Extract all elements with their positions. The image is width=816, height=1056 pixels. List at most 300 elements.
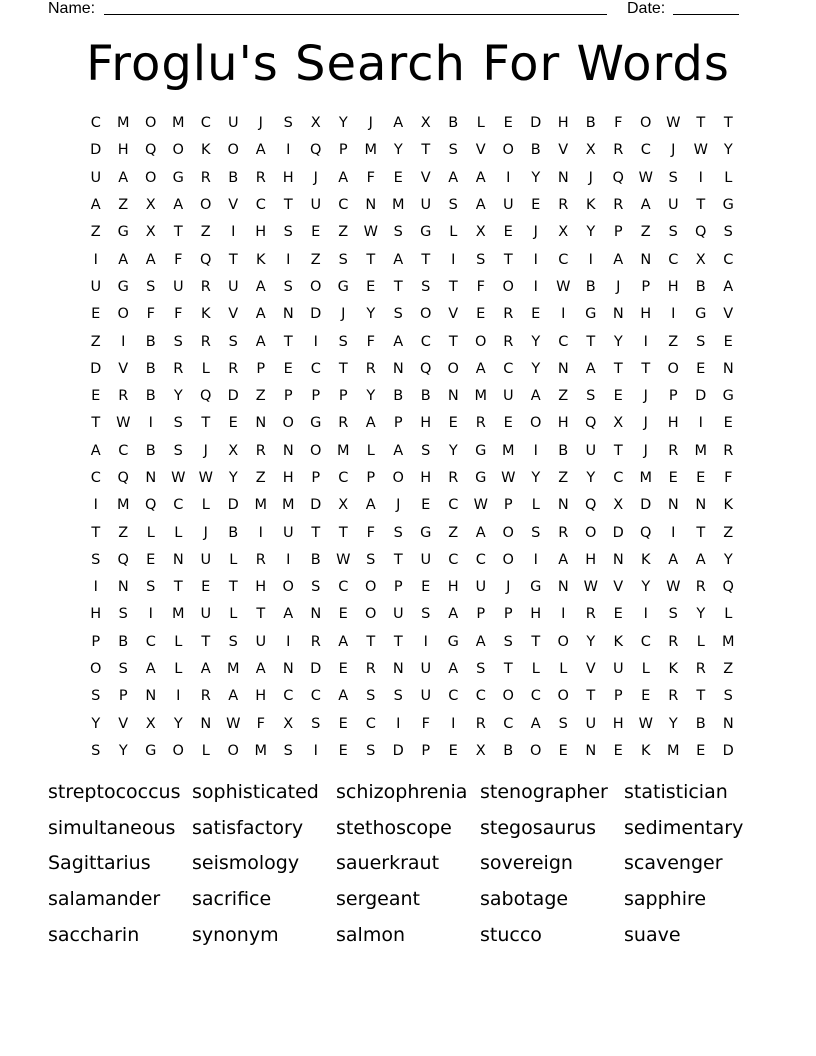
grid-letter: N xyxy=(365,197,377,214)
grid-letter: I xyxy=(231,224,236,241)
grid-letter: S xyxy=(558,715,568,732)
grid-letter: B xyxy=(228,169,239,186)
grid-letter: O xyxy=(392,470,404,486)
grid-letter: R xyxy=(668,633,679,650)
grid-letter: T xyxy=(613,442,623,459)
grid-letter: S xyxy=(91,742,101,759)
grid-letter: Z xyxy=(255,470,266,486)
grid-letter: Y xyxy=(668,715,678,732)
grid-letter: S xyxy=(366,551,376,568)
grid-letter: C xyxy=(475,688,486,705)
grid-letter: J xyxy=(643,415,648,432)
grid-letter: L xyxy=(146,524,155,541)
grid-letter: X xyxy=(145,197,156,214)
grid-letter: T xyxy=(393,278,403,295)
grid-letter: R xyxy=(200,278,211,295)
grid-letter: U xyxy=(282,524,294,541)
grid-letter: W xyxy=(226,715,241,732)
grid-letter: U xyxy=(585,715,597,732)
grid-letter: M xyxy=(336,442,350,459)
grid-letter: O xyxy=(310,442,322,459)
grid-letter: A xyxy=(200,661,211,678)
grid-letter: C xyxy=(530,688,541,705)
grid-letter: M xyxy=(474,388,487,405)
grid-letter: E xyxy=(91,306,101,323)
grid-letter: Q xyxy=(117,551,129,568)
grid-letter: W xyxy=(693,142,708,159)
word-list-item: stucco xyxy=(480,923,542,946)
grid-letter: R xyxy=(585,606,596,623)
grid-letter: T xyxy=(393,633,403,650)
grid-letter: P xyxy=(366,470,376,486)
grid-letter: F xyxy=(256,715,265,732)
grid-letter: A xyxy=(145,251,156,268)
grid-letter: S xyxy=(668,224,678,241)
grid-letter: R xyxy=(365,360,376,377)
grid-letter: M xyxy=(171,606,185,623)
grid-letter: C xyxy=(503,360,514,377)
grid-letter: E xyxy=(696,360,706,377)
grid-letter: F xyxy=(724,470,733,486)
grid-letter: X xyxy=(475,224,486,241)
grid-letter: R xyxy=(613,197,624,214)
grid-letter: A xyxy=(448,169,459,186)
grid-row xyxy=(82,356,742,383)
grid-letter: F xyxy=(366,169,375,186)
grid-letter: Q xyxy=(200,388,212,405)
grid-letter: T xyxy=(338,360,348,377)
grid-letter: N xyxy=(145,470,157,486)
grid-letter: P xyxy=(641,278,651,295)
grid-letter: T xyxy=(503,661,513,678)
word-list-item: stenographer xyxy=(480,781,608,803)
grid-letter: M xyxy=(501,442,515,459)
grid-letter: A xyxy=(530,388,541,405)
grid-letter: R xyxy=(503,306,514,323)
grid-letter: J xyxy=(643,388,648,405)
grid-letter: X xyxy=(585,142,596,159)
grid-letter: C xyxy=(90,115,101,132)
grid-letter: L xyxy=(449,224,458,241)
grid-letter: A xyxy=(613,251,624,268)
grid-letter: T xyxy=(696,115,706,132)
grid-row xyxy=(82,519,742,546)
grid-letter: H xyxy=(117,142,129,159)
grid-letter: E xyxy=(366,278,376,295)
grid-letter: G xyxy=(722,388,734,405)
grid-letter: U xyxy=(172,278,184,295)
grid-letter: K xyxy=(640,551,651,568)
grid-letter: J xyxy=(588,169,593,186)
grid-letter: D xyxy=(227,497,239,514)
grid-letter: J xyxy=(258,115,263,132)
grid-letter: M xyxy=(694,442,707,459)
grid-letter: C xyxy=(310,360,321,377)
grid-letter: Z xyxy=(558,388,569,405)
grid-letter: S xyxy=(91,551,101,568)
grid-letter: T xyxy=(366,251,376,268)
grid-letter: C xyxy=(310,688,321,705)
grid-letter: N xyxy=(200,715,212,732)
grid-letter: U xyxy=(90,169,102,186)
grid-letter: N xyxy=(310,606,322,623)
grid-letter: E xyxy=(201,579,211,596)
grid-row xyxy=(82,137,742,164)
grid-letter: A xyxy=(475,524,486,541)
grid-letter: O xyxy=(447,360,459,377)
grid-letter: T xyxy=(393,551,403,568)
grid-letter: H xyxy=(255,224,267,241)
grid-letter: A xyxy=(448,661,459,678)
grid-letter: G xyxy=(117,224,129,241)
grid-letter: Q xyxy=(145,142,157,159)
grid-letter: Y xyxy=(448,442,458,459)
grid-letter: T xyxy=(173,579,183,596)
grid-letter: E xyxy=(421,579,431,596)
grid-letter: Y xyxy=(91,715,101,732)
grid-letter: N xyxy=(695,497,707,514)
grid-letter: I xyxy=(533,442,538,459)
grid-letter: O xyxy=(90,661,102,678)
grid-letter: W xyxy=(666,579,681,596)
grid-letter: P xyxy=(476,606,486,623)
grid-letter: B xyxy=(145,360,156,377)
grid-letter: W xyxy=(501,470,516,486)
grid-letter: R xyxy=(558,197,569,214)
grid-letter: G xyxy=(585,306,597,323)
grid-letter: X xyxy=(695,251,706,268)
grid-letter: H xyxy=(585,551,597,568)
grid-letter: A xyxy=(255,142,266,159)
grid-letter: S xyxy=(146,278,156,295)
grid-letter: R xyxy=(475,715,486,732)
grid-letter: G xyxy=(172,169,184,186)
grid-letter: R xyxy=(365,661,376,678)
grid-row xyxy=(82,274,742,301)
word-list-item: sergeant xyxy=(336,888,420,911)
grid-letter: L xyxy=(559,661,568,678)
grid-letter: G xyxy=(145,742,157,759)
grid-letter: I xyxy=(286,251,291,268)
grid-letter: Y xyxy=(366,388,376,405)
grid-row xyxy=(82,711,742,738)
grid-letter: J xyxy=(643,442,648,459)
grid-letter: R xyxy=(723,442,734,459)
grid-letter: T xyxy=(421,142,431,159)
grid-letter: R xyxy=(695,579,706,596)
grid-letter: R xyxy=(118,388,129,405)
grid-letter: O xyxy=(310,278,322,295)
grid-row xyxy=(82,192,742,219)
grid-letter: B xyxy=(118,633,129,650)
grid-letter: A xyxy=(255,306,266,323)
grid-letter: I xyxy=(561,606,566,623)
grid-letter: S xyxy=(283,742,293,759)
grid-letter: J xyxy=(368,115,373,132)
grid-letter: O xyxy=(530,742,542,759)
grid-letter: G xyxy=(337,278,349,295)
grid-letter: C xyxy=(668,251,679,268)
grid-letter: O xyxy=(502,142,514,159)
grid-letter: E xyxy=(723,333,733,350)
grid-letter: A xyxy=(338,688,349,705)
grid-letter: D xyxy=(310,661,322,678)
grid-letter: Z xyxy=(558,470,569,486)
grid-letter: I xyxy=(671,306,676,323)
grid-letter: K xyxy=(255,251,266,268)
grid-letter: L xyxy=(201,497,210,514)
grid-letter: E xyxy=(393,169,403,186)
word-list-item: schizophrenia xyxy=(336,781,468,803)
grid-letter: E xyxy=(613,606,623,623)
grid-letter: Z xyxy=(640,224,651,241)
grid-letter: O xyxy=(145,115,157,132)
grid-letter: S xyxy=(668,606,678,623)
grid-row xyxy=(82,383,742,410)
word-list-item: sabotage xyxy=(480,888,569,911)
grid-letter: I xyxy=(258,524,263,541)
grid-letter: N xyxy=(722,360,734,377)
grid-letter: U xyxy=(200,606,212,623)
word-list-item: salamander xyxy=(48,888,161,911)
grid-letter: B xyxy=(585,278,596,295)
grid-letter: B xyxy=(695,278,706,295)
date-blank-line xyxy=(673,14,739,15)
grid-letter: S xyxy=(448,197,458,214)
grid-letter: Z xyxy=(723,661,734,678)
word-list-item: suave xyxy=(624,923,681,946)
grid-letter: I xyxy=(698,415,703,432)
word-list-item: saccharin xyxy=(48,923,140,946)
grid-row xyxy=(82,738,742,765)
word-list-item: synonym xyxy=(192,923,279,946)
grid-letter: L xyxy=(201,742,210,759)
grid-letter: G xyxy=(530,579,542,596)
grid-letter: E xyxy=(476,306,486,323)
grid-letter: C xyxy=(640,633,651,650)
grid-letter: R xyxy=(200,688,211,705)
grid-letter: S xyxy=(421,442,431,459)
grid-letter: A xyxy=(448,606,459,623)
grid-letter: I xyxy=(396,715,401,732)
grid-letter: B xyxy=(503,742,514,759)
grid-letter: V xyxy=(613,579,624,596)
grid-letter: S xyxy=(476,251,486,268)
grid-letter: O xyxy=(502,278,514,295)
grid-letter: A xyxy=(475,360,486,377)
grid-letter: Z xyxy=(90,333,101,350)
grid-letter: T xyxy=(338,524,348,541)
grid-letter: B xyxy=(145,442,156,459)
grid-letter: L xyxy=(724,169,733,186)
grid-letter: I xyxy=(286,551,291,568)
grid-letter: T xyxy=(173,224,183,241)
grid-letter: X xyxy=(283,715,294,732)
grid-letter: C xyxy=(145,633,156,650)
grid-letter: U xyxy=(420,197,432,214)
grid-letter: P xyxy=(91,633,101,650)
grid-letter: P xyxy=(256,360,266,377)
grid-letter: D xyxy=(722,742,734,759)
grid-letter: C xyxy=(283,688,294,705)
grid-letter: J xyxy=(341,306,346,323)
grid-letter: R xyxy=(200,169,211,186)
grid-letter: O xyxy=(200,197,212,214)
grid-letter: E xyxy=(668,470,678,486)
grid-letter: O xyxy=(282,415,294,432)
grid-letter: U xyxy=(502,388,514,405)
grid-letter: X xyxy=(310,115,321,132)
grid-letter: Y xyxy=(696,606,706,623)
grid-letter: P xyxy=(668,388,678,405)
grid-letter: Z xyxy=(668,333,679,350)
grid-letter: L xyxy=(724,606,733,623)
grid-letter: R xyxy=(200,333,211,350)
grid-letter: A xyxy=(255,333,266,350)
grid-letter: S xyxy=(393,224,403,241)
grid-letter: A xyxy=(558,551,569,568)
grid-letter: A xyxy=(255,661,266,678)
grid-letter: N xyxy=(557,497,569,514)
grid-letter: P xyxy=(393,579,403,596)
grid-letter: L xyxy=(229,551,238,568)
grid-letter: X xyxy=(145,224,156,241)
grid-letter: C xyxy=(558,333,569,350)
grid-letter: T xyxy=(91,524,101,541)
grid-letter: N xyxy=(392,661,404,678)
grid-letter: N xyxy=(145,688,157,705)
grid-letter: T xyxy=(503,251,513,268)
grid-letter: D xyxy=(612,524,624,541)
grid-letter: E xyxy=(531,306,541,323)
grid-letter: O xyxy=(475,333,487,350)
grid-letter: T xyxy=(448,278,458,295)
word-list-item: seismology xyxy=(192,852,300,875)
grid-letter: R xyxy=(558,524,569,541)
grid-letter: H xyxy=(282,470,294,486)
grid-letter: R xyxy=(668,688,679,705)
grid-letter: U xyxy=(392,606,404,623)
grid-row xyxy=(82,410,742,437)
grid-letter: O xyxy=(172,142,184,159)
grid-letter: C xyxy=(503,715,514,732)
grid-letter: C xyxy=(338,470,349,486)
grid-letter: M xyxy=(391,197,405,214)
grid-letter: T xyxy=(201,633,211,650)
grid-letter: L xyxy=(531,661,540,678)
grid-letter: I xyxy=(698,169,703,186)
grid-letter: H xyxy=(667,278,679,295)
grid-letter: X xyxy=(613,415,624,432)
grid-letter: Q xyxy=(695,224,707,241)
grid-letter: G xyxy=(310,415,322,432)
grid-letter: E xyxy=(613,742,623,759)
grid-letter: P xyxy=(613,688,623,705)
grid-letter: U xyxy=(90,278,102,295)
grid-letter: U xyxy=(475,579,487,596)
grid-letter: J xyxy=(203,442,208,459)
grid-letter: T xyxy=(641,360,651,377)
word-list-item: sophisticated xyxy=(192,781,319,803)
grid-letter: W xyxy=(171,470,186,486)
grid-letter: T xyxy=(613,360,623,377)
grid-letter: P xyxy=(393,415,403,432)
grid-letter: K xyxy=(613,633,623,650)
grid-letter: L xyxy=(641,661,650,678)
grid-letter: J xyxy=(671,142,676,159)
grid-letter: I xyxy=(643,333,648,350)
grid-letter: P xyxy=(311,470,321,486)
grid-letter: E xyxy=(311,224,321,241)
grid-letter: V xyxy=(475,142,486,159)
grid-letter: C xyxy=(640,142,651,159)
grid-letter: P xyxy=(283,388,293,405)
grid-letter: H xyxy=(530,606,542,623)
grid-letter: A xyxy=(475,197,486,214)
grid-letter: Q xyxy=(310,142,322,159)
grid-letter: T xyxy=(448,333,458,350)
grid-letter: O xyxy=(227,742,239,759)
grid-letter: H xyxy=(557,115,569,132)
grid-letter: I xyxy=(588,251,593,268)
grid-letter: I xyxy=(93,579,98,596)
grid-letter: S xyxy=(228,333,238,350)
word-list-item: streptococcus xyxy=(48,781,181,803)
grid-letter: M xyxy=(226,661,240,678)
word-list-item: sauerkraut xyxy=(336,852,440,875)
grid-letter: V xyxy=(420,169,431,186)
grid-letter: P xyxy=(613,224,623,241)
grid-letter: S xyxy=(338,333,348,350)
grid-letter: R xyxy=(338,415,349,432)
grid-letter: O xyxy=(227,142,239,159)
grid-letter: S xyxy=(283,278,293,295)
grid-letter: M xyxy=(721,633,735,650)
grid-letter: Y xyxy=(723,142,733,159)
grid-letter: A xyxy=(475,169,486,186)
grid-letter: N xyxy=(117,579,129,596)
grid-letter: F xyxy=(366,524,375,541)
grid-letter: E xyxy=(421,497,431,514)
grid-letter: A xyxy=(145,661,156,678)
grid-letter: R xyxy=(228,360,239,377)
grid-letter: Y xyxy=(586,470,596,486)
grid-letter: G xyxy=(420,224,432,241)
grid-letter: R xyxy=(255,442,266,459)
grid-letter: L xyxy=(174,661,183,678)
grid-letter: B xyxy=(530,142,541,159)
grid-letter: A xyxy=(90,197,101,214)
grid-letter: N xyxy=(722,715,734,732)
grid-letter: C xyxy=(338,579,349,596)
grid-letter: D xyxy=(392,742,404,759)
grid-letter: S xyxy=(91,688,101,705)
grid-letter: S xyxy=(118,606,128,623)
grid-letter: T xyxy=(696,688,706,705)
grid-letter: W xyxy=(336,551,351,568)
grid-letter: X xyxy=(420,115,431,132)
grid-letter: E xyxy=(338,661,348,678)
grid-letter: N xyxy=(612,551,624,568)
grid-letter: R xyxy=(668,442,679,459)
grid-letter: S xyxy=(366,742,376,759)
grid-letter: Y xyxy=(531,333,541,350)
grid-letter: C xyxy=(255,197,266,214)
word-list-item: Sagittarius xyxy=(48,852,151,875)
grid-row xyxy=(82,110,742,137)
grid-letter: C xyxy=(448,551,459,568)
grid-letter: F xyxy=(146,306,155,323)
